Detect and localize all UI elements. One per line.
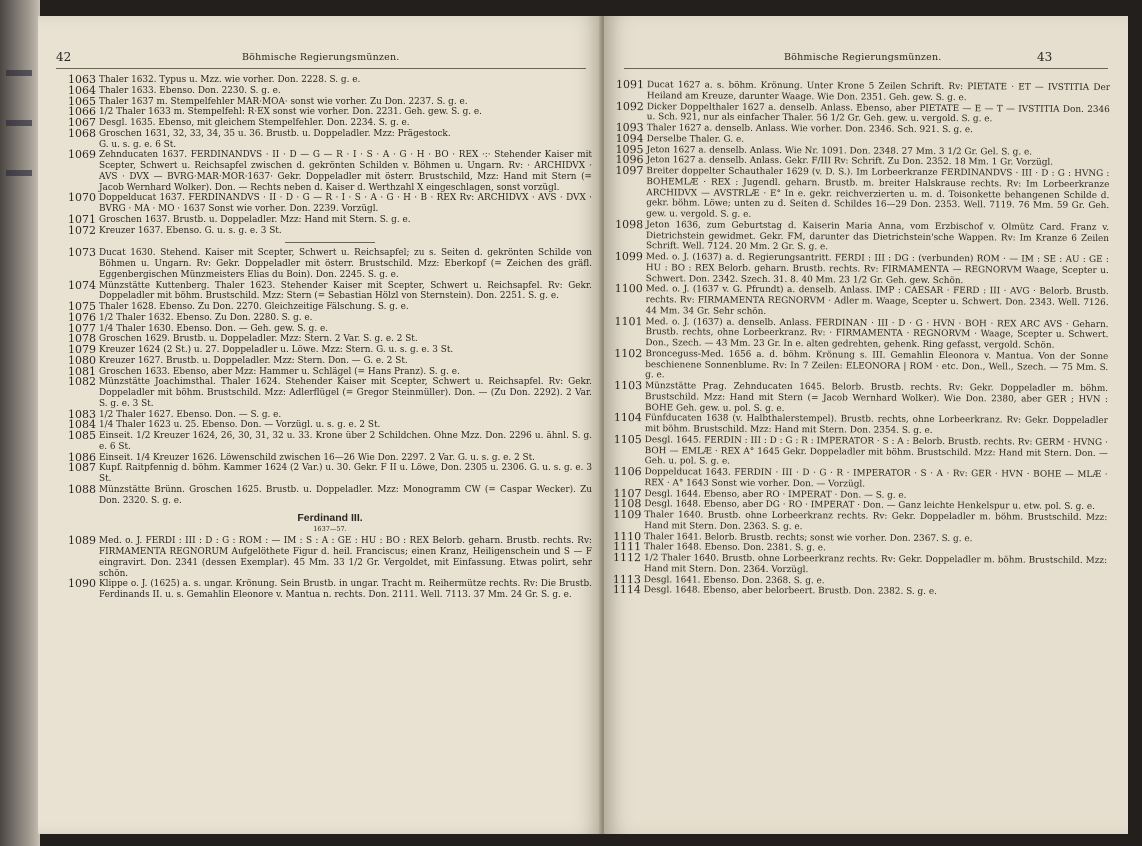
entry-number: 1114 [612, 583, 641, 597]
entry-number: 1109 [613, 507, 642, 522]
entry-text: Desgl. 1641. Ebenso. Don. 2368. S. g. e. [643, 574, 825, 586]
entry-text: Thaler 1641. Belorb. Brustb. rechts; sonst wie vorher. Don. 2367. S. g. e. [644, 531, 973, 544]
entry-number: 1071 [68, 212, 96, 226]
entry-text: Desgl. 1648. Ebenso, aber DG · RO · IMPERAT · Don. — Ganz leichte Henkelspur u. etw. pol. S. g. e. [644, 499, 1096, 513]
catalogue-entry [68, 223, 592, 237]
catalogue-entry [68, 364, 592, 378]
catalogue-list [68, 75, 592, 601]
entry-number: 1112 [613, 550, 642, 565]
catalogue-entry [68, 463, 592, 485]
entry-group [68, 75, 592, 236]
entry-number: 1065 [68, 94, 96, 108]
entry-number: 1106 [613, 464, 642, 479]
entry-number: 1087 [68, 461, 96, 475]
entry-text: Bronceguss-Med. 1656 a. d. böhm. Krönung s. III. Gemahlin Eleonora v. Mantua. Von der Sonne beschienene Sonnenblume. Rv: In 7 Zeilen: ELEONORA | ROM · etc. Don., Well., Szech. — 75 Mm. S. g. e. [645, 348, 1109, 381]
entry-text: 1/2 Thaler 1633 m. Stempelfehl: R·EX sonst wie vorher. Don. 2231. Geh. gew. S. g. e. [99, 107, 482, 118]
entry-number: 1096 [615, 153, 644, 167]
catalogue-entry [68, 248, 592, 280]
entry-text: Münzstätte Brünn. Groschen 1625. Brustb. u. Doppeladler. Mzz: Monogramm CW (= Caspar Wecker). Zu Don. 2320. S. g. e. [99, 484, 592, 506]
edge-tab [6, 120, 32, 126]
page-number: 43 [1037, 50, 1053, 64]
catalogue-entry [68, 212, 592, 226]
catalogue-entry [616, 101, 1110, 126]
section-years: 1637—57. [313, 525, 347, 534]
catalogue-entry [68, 126, 592, 151]
entry-number: 1083 [68, 407, 96, 421]
entry-text: 1/2 Thaler 1632. Ebenso. Zu Don. 2280. S. g. e. [99, 312, 313, 323]
entry-number: 1076 [68, 310, 96, 324]
entry-text: Thaler 1633. Ebenso. Don. 2230. S. g. e. [99, 85, 281, 96]
page-number: 42 [56, 50, 72, 64]
catalogue-entry [68, 310, 592, 324]
book-edge [0, 0, 40, 846]
entry-text: 1/4 Thaler 1630. Ebenso. Don. — Geh. gew. S. g. e. [99, 323, 329, 334]
entry-number: 1081 [68, 364, 96, 378]
entry-text: Ducat 1630. Stehend. Kaiser mit Scepter, Schwert u. Reichsapfel; zu s. Seiten d. gekrönten Schilde von Böhmen u. Ungarn. Rv: Gekr. Doppeladler mit österr. Brustschild. Mzz: Eberkopf (= Zeichen des gräfl. Eggenbergischen Münzmeisters Elias du Boin). Don. 2245. S. g. e. [99, 248, 592, 280]
catalogue-entry [613, 550, 1108, 578]
entry-text: Thaler 1627 a. denselb. Anlass. Wie vorher. Don. 2346. Sch. 921. S. g. e. [646, 123, 973, 136]
entry-text: Med. o. J. FERDI : III : D : G : ROM : — IM : S : A : GE : HU : BO : REX Belorb. geharn. Brustb. rechts. Rv: FIRMAMENTA REGNORUM Aufgelöthete Figur d. heil. Franciscus; einen Kranz, Heiligenschein und S — F eingravirt. Don. 2341 (dessen Exemplar). 45 Mm. 33 1/2 Gr. Vergoldet, mit Einfassung. Etwas polirt, sehr schön. [99, 536, 592, 579]
entry-number: 1102 [614, 346, 643, 360]
catalogue-entry [68, 420, 592, 431]
separator [285, 242, 375, 243]
running-head: Böhmische Regierungsmünzen. [784, 52, 942, 63]
entry-number: 1082 [68, 375, 96, 389]
entry-number: 1077 [68, 321, 96, 335]
catalogue-entry [68, 278, 592, 303]
entry-text: Jeton 1636, zum Geburtstag d. Kaiserin Maria Anna, vom Erzbischof v. Olmütz Card. Franz v. Dietrichstein gewidmet. Gekr. FM, darunter das Dietrichstein'sche Wappen. Rv: Im Kranze 6 Zeilen Schrift. Well. 7124. 20 Mm. 2 Gr. S. g. e. [645, 219, 1110, 253]
catalogue-entry [68, 431, 592, 453]
catalogue-entry [68, 321, 592, 335]
entry-text: Klippe o. J. (1625) a. s. ungar. Krönung. Sein Brustb. in ungar. Tracht m. Reihermütze rechts. Rv: Die Brustb. Ferdinands II. u. s. Gemahlin Eleonore v. Mantua n. rechts. Don. 2111. Well. 7113. 37 Mm. 24 Gr. S. g. e. [99, 579, 592, 600]
entry-number: 1104 [613, 411, 642, 425]
entry-text: 1/2 Thaler 1640. Brustb. ohne Lorbeerkranz rechts. Rv: Gekr. Doppeladler m. böhm. Brustschild. Mzz: Hand mit Stern. Don. 2364. Vorzügl. [643, 553, 1108, 575]
catalogue-entry [68, 536, 592, 579]
entry-text: Münzstätte Prag. Zehnducaten 1645. Belorb. Brustb. rechts. Rv: Gekr. Doppeladler m. böhm. Brustschild. Mzz: Hand mit Stern (= Jacob Wernhard Wolker). Wie Don. 2380, aber GER ; HVN : BOHE Geh. gew. u. pol. S. g. e. [644, 381, 1109, 414]
entry-number: 1113 [612, 572, 641, 586]
left-page [38, 16, 602, 834]
catalogue-entry [615, 284, 1109, 319]
header-rule [624, 68, 1108, 69]
entry-number: 1086 [68, 450, 96, 464]
entry-number: 1073 [68, 246, 96, 260]
entry-text: Doppelducat 1637. FERDINANDVS · II · D · G — R · I · S · A · G · H · B · REX Rv: ARCHIDVX · AVS · DVX · BVRG · MA · MO · 1637 Sonst wie vorher. Don. 2239. Vorzügl. [99, 193, 592, 214]
entry-number: 1091 [615, 78, 645, 92]
entry-text: Thaler 1628. Ebenso. Zu Don. 2270. Gleichzeitige Fälschung. S. g. e. [99, 302, 409, 312]
catalogue-entry [68, 118, 592, 129]
entry-text: Fünfducaten 1638 (v. Halbthalerstempel). Brustb. rechts, ohne Lorbeerkranz. Rv: Gekr. Doppeladler mit böhm. Brustschild. Mzz: Hand mit Stern. Don. 2354. S. g. e. [644, 413, 1108, 436]
right-page [604, 16, 1128, 834]
entry-text: Münzstätte Kuttenberg. Thaler 1623. Stehender Kaiser mit Scepter, Schwert u. Reichsapfel. Rv: Gekr. Doppeladler mit böhm. Brustschild. Mzz: Stern (= Sebastian Hölzl von Sternstein). Don. 2251. S. g. e. [99, 280, 592, 302]
catalogue-entry [68, 75, 592, 86]
entry-text: Desgl. 1648. Ebenso, aber belorbeert. Brustb. Don. 2382. S. g. e. [643, 585, 937, 598]
catalogue-entry [68, 193, 592, 215]
catalogue-entry [68, 94, 592, 108]
entry-number: 1066 [68, 105, 96, 119]
entry-number: 1089 [68, 534, 96, 548]
edge-tab [6, 170, 32, 176]
catalogue-entry [68, 150, 592, 193]
catalogue-entry [613, 507, 1108, 535]
entry-text: Ducat 1627 a. s. böhm. Krönung. Unter Krone 5 Zeilen Schrift. Rv: PIETATE · ET — IVSTITIA Der Heiland am Kreuze, darunter Waage. Wie Don. 2351. Geh. gew. S. g. e. [646, 80, 1110, 103]
catalogue-entry [614, 413, 1108, 438]
entry-text: Thaler 1648. Ebenso. Don. 2381. S. g. e. [644, 542, 826, 554]
entry-text: Zehnducaten 1637. FERDINANDVS · II · D — G — R · I · S · A · G · H · BO · REX ·:· Stehender Kaiser mit Scepter, Schwert u. Reichsapfel zwischen d. gekrönten Schilden v. Böhmen u. Ungarn. Rv: · ARCHIDVX · AVS · DVX — BVRG·MAR·MOR·1637· Gekr. Doppeladler mit österr. Brustschild, Mzz: Hand mit Stern (= Jacob Wernhard Wolker). Don. — Rechts neben d. Kaiser d. Werthzahl X eingeschlagen, sonst vorzügl. [99, 150, 592, 193]
catalogue-entry [613, 585, 1107, 599]
catalogue-entry [68, 83, 592, 97]
entry-number: 1107 [613, 486, 642, 500]
entry-number: 1101 [614, 314, 643, 328]
catalogue-entry [68, 377, 592, 409]
entry-text: Münzstätte Joachimsthal. Thaler 1624. Stehender Kaiser mit Scepter, Schwert u. Reichsapfel. Rv: Gekr. Doppeladler mit böhm. Brustschild. Mzz: Adlerflügel (= Gregor Steinmüller). Don. — (Zu Don. 2292). 2 Var. S. g. e. 3 St. [99, 377, 592, 409]
entry-number: 1093 [615, 120, 644, 135]
catalogue-entry [613, 432, 1108, 470]
entry-text: Thaler 1640. Brustb. ohne Lorbeerkranz rechts. Rv: Gekr. Doppeladler m. böhm. Brustschild. Mzz: Hand mit Stern. Don. 2363. S. g. e. [644, 510, 1108, 532]
running-head: Böhmische Regierungsmünzen. [242, 52, 400, 63]
entry-number: 1097 [615, 163, 644, 178]
entry-text: Kupf. Raitpfennig d. böhm. Kammer 1624 (2 Var.) u. 30. Gekr. F II u. Löwe, Don. 2305 u. 2306. G. u. s. g. e. 3 St. [99, 463, 592, 484]
catalogue-entry [68, 482, 592, 507]
entry-text: Kreuzer 1624 (2 St.) u. 27. Doppeladler u. Löwe. Mzz: Stern. G. u. s. g. e. 3 St. [99, 345, 454, 355]
entry-number: 1098 [615, 217, 644, 231]
entry-text: Desgl. 1635. Ebenso, mit gleichem Stempelfehler. Don. 2234. S. g. e. [99, 118, 410, 128]
entry-text: Med. o. J. (1637) a. denselb. Anlass. FERDINAN · III · D · G · HVN · BOH · REX ARC AVS · Geharn. Brustb. rechts, ohne Lorbeerkranz. Rv: · FIRMAMENTA · REGNORVM · Waage, Scepter u. Schwert. Don., Szech. — 43 Mm. 23 Gr. In e. alten gedrehten, gehenk. Ring gefasst, vergold. Schön. [645, 316, 1109, 351]
entry-text: Derselbe Thaler. G. e. [646, 133, 745, 145]
entry-number: 1070 [68, 191, 96, 205]
entry-number: 1074 [68, 278, 96, 292]
catalogue-entry [614, 249, 1109, 287]
entry-number: 1085 [68, 429, 96, 442]
catalogue-entry [614, 346, 1109, 384]
entry-text: Kreuzer 1627. Brustb. u. Doppeladler. Mzz: Stern. Don. — G. e. 2 St. [99, 355, 408, 366]
catalogue-entry [68, 107, 592, 118]
entry-text: Desgl. 1644. Ebenso, aber RO · IMPERAT · Don. — S. g. e. [644, 488, 907, 501]
entry-number: 1079 [68, 343, 96, 356]
edge-tab [6, 70, 32, 76]
entry-group [68, 536, 592, 601]
entry-number: 1067 [68, 116, 96, 129]
entry-text: Doppelducat 1643. FERDIN · III · D · G · R · IMPERATOR · S · A · Rv: GER · HVN · BOHE — MLÆ · REX · A° 1643 Sonst wie vorher. Don. — Vorzügl. [644, 467, 1108, 490]
entry-number: 1100 [614, 282, 643, 296]
entry-number: 1078 [68, 332, 96, 346]
entry-text: Dicker Doppelthaler 1627 a. denselb. Anlass. Ebenso, aber PIETATE — E — T — IVSTITIA Don. 2346 u. Sch. 921, nur als einfacher Thaler. 56 1/2 Gr. Geh. gew. u. vergold. S. g. e. [646, 101, 1110, 125]
entry-number: 1092 [615, 99, 644, 113]
entry-text: 1/4 Thaler 1623 u. 25. Ebenso. Don. — Vorzügl. u. s. g. e. 2 St. [99, 420, 381, 431]
entry-text: Einseit. 1/4 Kreuzer 1626. Löwenschild zwischen 16—26 Wie Don. 2297. 2 Var. G. u. s. g. e. 2 St. [99, 452, 536, 463]
catalogue-entry [614, 316, 1108, 351]
entry-number: 1063 [68, 73, 96, 86]
catalogue-entry [68, 579, 592, 601]
entry-number: 1084 [68, 418, 96, 432]
entry-number: 1094 [615, 131, 644, 145]
entry-number: 1108 [613, 497, 642, 511]
entry-text: Groschen 1633. Ebenso, aber Mzz: Hammer u. Schlägel (= Hans Pranz). S. g. e. [99, 366, 460, 377]
entry-number: 1072 [68, 223, 96, 237]
catalogue-entry [616, 80, 1110, 105]
entry-number: 1064 [68, 83, 96, 97]
entry-text: Breiter doppelter Schauthaler 1629 (v. D. S.). Im Lorbeerkranze FERDINANDVS · III · D : G : HVNG : BOHEMLÆ · REX : Jugendl. geharn. Brustb. m. breiter Halskrause rechts. Rv: Im Lorbeerkranze ARCHIDVX — AVSTRLÆ · E° In e. gekr. reichverzierten u. m. d. Toisonkette behangenen Schilde d. gekr. böhm. Löwe; unten zu d. Seiten d. Schildes 16—29 Don. 2353. Well. 7119. 76 Mm. 59 Gr. Geh. gew. u. vergold. S. g. e. [646, 166, 1110, 220]
entry-number: 1068 [68, 126, 96, 140]
entry-text: Med. o. J. (1637 v. G. Pfrundt) a. denselb. Anlass. IMP : CAESAR · FERD : III · AVG · Belorb. Brustb. rechts. Rv: FIRMAMENTA REGNORVM · Adler m. Waage, Scepter u. Schwert. Don. 2343. Well. 7126. 44 Mm. 34 Gr. Sehr schön. [645, 284, 1109, 317]
entry-number: 1095 [615, 142, 644, 156]
entry-text: Thaler 1632. Typus u. Mzz. wie vorher. Don. 2228. S. g. e. [99, 75, 361, 85]
section-title: Ferdinand III. [297, 512, 363, 525]
entry-text: Groschen 1631, 32, 33, 34, 35 u. 36. Brustb. u. Doppeladler. Mzz: Prägestock. G. u. s. g. e. 6 St. [99, 128, 451, 150]
catalogue-entry [615, 217, 1110, 255]
entry-text: Kreuzer 1637. Ebenso. G. u. s. g. e. 3 St. [99, 225, 282, 236]
header-rule [56, 68, 586, 69]
entry-text: Jeton 1627 a. denselb. Anlass. Gekr. F/III Rv: Schrift. Zu Don. 2352. 18 Mm. 1 Gr. Vorzügl. [646, 155, 1054, 168]
catalogue-entry [68, 450, 592, 464]
catalogue-entry [615, 163, 1110, 223]
catalogue-entry [68, 407, 592, 421]
catalogue-list [613, 80, 1110, 599]
entry-number: 1111 [613, 540, 642, 554]
entry-group [68, 248, 592, 506]
catalogue-entry [614, 378, 1109, 416]
entry-number: 1090 [68, 577, 96, 591]
catalogue-entry [68, 345, 592, 356]
entry-number: 1105 [613, 432, 642, 446]
catalogue-entry [68, 353, 592, 367]
entry-text: Jeton 1627 a. denselb. Anlass. Wie Nr. 1091. Don. 2348. 27 Mm. 3 1/2 Gr. Gel. S. g. e. [646, 144, 1033, 158]
entry-number: 1110 [613, 529, 642, 543]
entry-text: Groschen 1637. Brustb. u. Doppeladler. Mzz: Hand mit Stern. S. g. e. [99, 214, 411, 225]
entry-text: Einseit. 1/2 Kreuzer 1624, 26, 30, 31, 32 u. 33. Krone über 2 Schildchen. Ohne Mzz. Don. 2296 u. ähnl. S. g. e. 6 St. [99, 431, 592, 452]
entry-number: 1103 [614, 378, 643, 393]
entry-number: 1080 [68, 353, 96, 367]
entry-number: 1099 [614, 249, 643, 264]
entry-number: 1088 [68, 482, 96, 496]
catalogue-entry [68, 302, 592, 313]
entry-number: 1075 [68, 300, 96, 313]
entry-text: Desgl. 1645. FERDIN : III : D : G : R : IMPERATOR · S : A : Belorb. Brustb. rechts. Rv: GERM · HVNG · BOH — EMLÆ · REX A° 1645 Gekr. Doppeladler mit böhm. Brustschild. Mzz: Hand mit Stern. Don. — Geh. u. pol. S. g. e. [644, 434, 1108, 467]
catalogue-entry [613, 464, 1108, 492]
catalogue-entry [68, 334, 592, 345]
entry-text: Thaler 1637 m. Stempelfehler MAR·MOA· sonst wie vorher. Zu Don. 2237. S. g. e. [99, 96, 468, 107]
entry-text: Med. o. J. (1637) a. d. Regierungsantritt. FERDI : III : DG : (verbunden) ROM · — IM : SE : AU : GE : HU : BO : REX Belorb. geharn. Brustb. rechts. Rv: FIRMAMENTA — REGNORVM Waage, Scepter u. Schwert. Don. 2342. Szech. 31. 8. 40 Mm. 23 1/2 Gr. Geh. gew. Schön. [645, 252, 1109, 286]
entry-text: Groschen 1629. Brustb. u. Doppeladler. Mzz: Stern. 2 Var. S. g. e. 2 St. [99, 334, 418, 345]
entry-text: 1/2 Thaler 1627. Ebenso. Don. — S. g. e. [99, 409, 282, 420]
entry-number: 1069 [68, 148, 96, 162]
